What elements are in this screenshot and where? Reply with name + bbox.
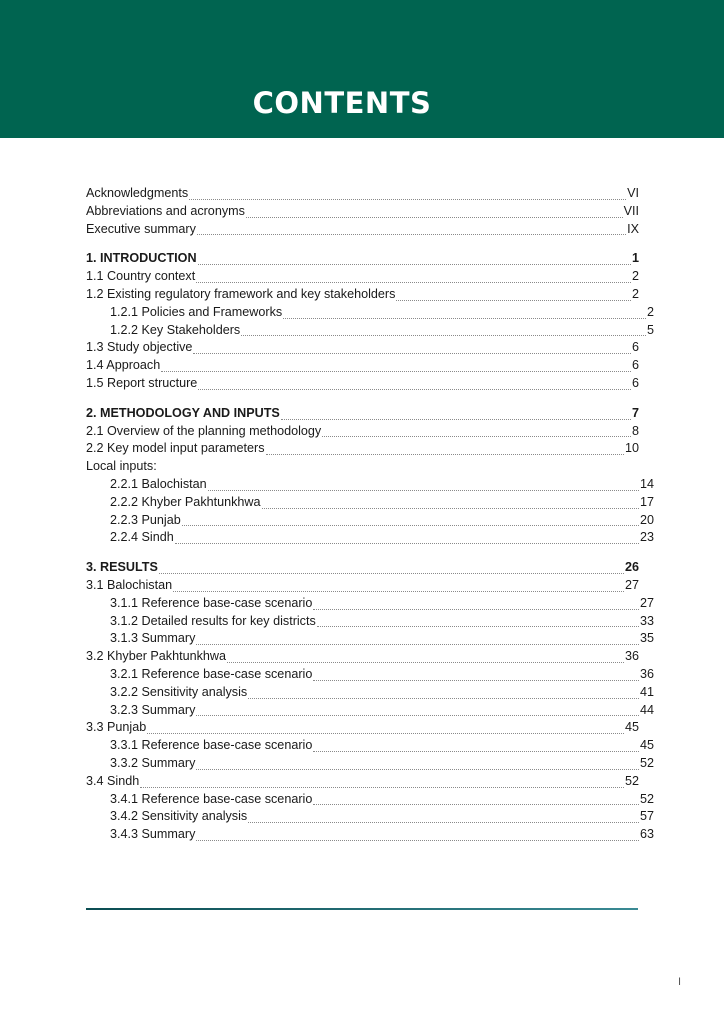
toc-entry-page: 41 (639, 684, 654, 699)
toc-entry-label: Executive summary (86, 221, 196, 236)
toc-entry-page: 2 (631, 286, 639, 301)
toc-entry-label: 3.2.1 Reference base-case scenario (110, 666, 313, 681)
toc-entry-label: 2.2 Key model input parameters (86, 441, 265, 456)
toc-entry[interactable] (86, 649, 639, 667)
toc-entry-label: 1.2.2 Key Stakeholders (110, 322, 241, 337)
toc-leader-dots (313, 609, 639, 610)
toc-entry[interactable] (86, 323, 654, 341)
page-number: I (678, 976, 682, 988)
page-title: CONTENTS (252, 86, 432, 120)
toc-entry-page: 36 (624, 649, 639, 664)
toc-leader-dots (173, 591, 624, 592)
toc-entry-page: IX (627, 221, 639, 236)
toc-entry-page: 23 (639, 530, 654, 545)
toc-entry-page: 63 (639, 827, 654, 842)
toc-entry[interactable] (86, 251, 639, 269)
toc-entry[interactable] (86, 406, 639, 424)
toc-leader-dots (208, 490, 639, 491)
toc-entry-page: 45 (639, 738, 654, 753)
toc-entry-page: 5 (646, 322, 654, 337)
toc-entry[interactable] (86, 631, 654, 649)
toc-entry-page: 26 (624, 560, 639, 575)
toc-entry-page: 7 (631, 405, 639, 420)
toc-entry[interactable] (86, 495, 654, 513)
toc-entry-page: 8 (631, 423, 639, 438)
toc-leader-dots (196, 644, 639, 645)
toc-entry[interactable] (86, 667, 654, 685)
toc-entry-label: 3.3 Punjab (86, 720, 147, 735)
toc-entry-page: 6 (631, 358, 639, 373)
toc-entry[interactable] (86, 269, 639, 287)
toc-leader-dots (262, 508, 639, 509)
toc-leader-dots (313, 680, 639, 681)
toc-entry-page: 52 (639, 791, 654, 806)
toc-entry-label: 1.2 Existing regulatory framework and key stakeholders (86, 286, 396, 301)
footer-divider (86, 908, 638, 910)
toc-entry-label: 1.4 Approach (86, 358, 161, 373)
toc-entry-page: 20 (639, 512, 654, 527)
toc-entry[interactable] (86, 614, 654, 632)
toc-entry-page: 35 (639, 631, 654, 646)
toc-entry-label: 3.1 Balochistan (86, 577, 173, 592)
toc-entry-label: 3.4 Sindh (86, 773, 140, 788)
toc-entry[interactable] (86, 774, 639, 792)
toc-leader-dots (283, 318, 646, 319)
toc-entry[interactable] (86, 720, 639, 738)
toc-entry[interactable] (86, 703, 654, 721)
toc-leader-dots (313, 804, 639, 805)
toc-entry-page: 27 (639, 595, 654, 610)
toc-entry[interactable] (86, 287, 639, 305)
toc-entry-page: 52 (639, 755, 654, 770)
toc-entry[interactable] (86, 792, 654, 810)
toc-leader-dots (189, 199, 626, 200)
toc-leader-dots (248, 822, 639, 823)
toc-entry-label: 2. METHODOLOGY AND INPUTS (86, 405, 280, 420)
toc-entry[interactable] (86, 809, 654, 827)
toc-leader-dots (317, 626, 639, 627)
toc-leader-dots (198, 389, 631, 390)
toc-entry-label: 2.2.2 Khyber Pakhtunkhwa (110, 494, 261, 509)
toc-entry[interactable] (86, 376, 639, 394)
toc-entry-label: 1. INTRODUCTION (86, 251, 197, 266)
toc-entry-label: 3.4.1 Reference base-case scenario (110, 791, 313, 806)
table-of-contents (86, 186, 654, 845)
toc-entry-page: 2 (646, 304, 654, 319)
toc-entry-page: VII (623, 203, 639, 218)
toc-entry-label: 1.3 Study objective (86, 340, 193, 355)
toc-entry-label: 2.2.3 Punjab (110, 512, 181, 527)
toc-entry[interactable] (86, 459, 639, 477)
toc-entry-label: 3.1.2 Detailed results for key districts (110, 613, 316, 628)
toc-entry-label: 3.2.3 Summary (110, 702, 196, 717)
toc-leader-dots (193, 353, 631, 354)
toc-leader-dots (196, 715, 639, 716)
toc-leader-dots (140, 787, 624, 788)
toc-entry[interactable] (86, 204, 639, 222)
toc-entry-page: 57 (639, 809, 654, 824)
toc-entry[interactable] (86, 513, 654, 531)
toc-leader-dots (159, 573, 624, 574)
toc-entry-page: VI (627, 186, 639, 200)
toc-entry-page: 6 (631, 340, 639, 355)
toc-entry[interactable] (86, 827, 654, 845)
toc-entry-label: 3. RESULTS (86, 560, 158, 575)
toc-entry-label: 2.2.1 Balochistan (110, 476, 207, 491)
toc-entry-page: 44 (639, 702, 654, 717)
toc-entry-label: 1.5 Report structure (86, 375, 198, 390)
header-banner (0, 0, 724, 138)
toc-entry-page: 52 (624, 773, 639, 788)
toc-leader-dots (161, 371, 631, 372)
toc-entry-label: 3.2 Khyber Pakhtunkhwa (86, 649, 227, 664)
toc-entry-label: 3.4.2 Sensitivity analysis (110, 809, 248, 824)
toc-leader-dots (147, 733, 624, 734)
toc-entry-label: Local inputs: (86, 459, 157, 474)
toc-entry[interactable] (86, 340, 639, 358)
toc-leader-dots (175, 543, 639, 544)
toc-leader-dots (241, 335, 646, 336)
toc-entry-page: 6 (631, 375, 639, 390)
toc-leader-dots (196, 840, 639, 841)
toc-entry-page: 17 (639, 494, 654, 509)
toc-leader-dots (198, 264, 631, 265)
toc-leader-dots (197, 234, 626, 235)
toc-entry-label: 3.3.1 Reference base-case scenario (110, 738, 313, 753)
toc-entry[interactable] (86, 186, 639, 204)
toc-leader-dots (182, 525, 639, 526)
toc-entry[interactable] (86, 756, 654, 774)
toc-entry-label: 3.1.3 Summary (110, 631, 196, 646)
toc-entry[interactable] (86, 441, 639, 459)
toc-entry-page: 27 (624, 577, 639, 592)
toc-entry-label: 1.1 Country context (86, 269, 196, 284)
toc-entry[interactable] (86, 738, 654, 756)
toc-entry-label: 3.2.2 Sensitivity analysis (110, 684, 248, 699)
toc-entry-label: 3.3.2 Summary (110, 755, 196, 770)
toc-entry[interactable] (86, 560, 639, 578)
toc-entry-label: 3.4.3 Summary (110, 827, 196, 842)
toc-entry-label: 1.2.1 Policies and Frameworks (110, 304, 283, 319)
toc-leader-dots (196, 282, 631, 283)
toc-leader-dots (266, 454, 624, 455)
toc-entry-page: 36 (639, 666, 654, 681)
toc-entry-label: 2.1 Overview of the planning methodology (86, 423, 322, 438)
toc-leader-dots (396, 300, 631, 301)
toc-entry-label: 2.2.4 Sindh (110, 530, 174, 545)
toc-leader-dots (322, 436, 631, 437)
toc-entry[interactable] (86, 596, 654, 614)
toc-entry[interactable] (86, 530, 654, 548)
toc-entry[interactable] (86, 358, 639, 376)
toc-entry-page: 45 (624, 720, 639, 735)
toc-entry-page: 14 (639, 476, 654, 491)
toc-entry[interactable] (86, 222, 639, 240)
toc-entry[interactable] (86, 424, 639, 442)
toc-leader-dots (248, 698, 639, 699)
toc-entry-page: 1 (631, 251, 639, 266)
toc-leader-dots (246, 217, 623, 218)
toc-entry-page: 2 (631, 269, 639, 284)
toc-leader-dots (313, 751, 639, 752)
toc-entry[interactable] (86, 477, 654, 495)
toc-entry-label: Abbreviations and acronyms (86, 203, 245, 218)
toc-entry-page: 33 (639, 613, 654, 628)
toc-entry-page: 10 (624, 441, 639, 456)
toc-leader-dots (227, 662, 624, 663)
toc-leader-dots (281, 419, 631, 420)
toc-leader-dots (196, 769, 639, 770)
toc-entry[interactable] (86, 685, 654, 703)
toc-entry-label: 3.1.1 Reference base-case scenario (110, 595, 313, 610)
toc-entry-label: Acknowledgments (86, 186, 189, 200)
toc-entry[interactable] (86, 578, 639, 596)
toc-entry[interactable] (86, 305, 654, 323)
